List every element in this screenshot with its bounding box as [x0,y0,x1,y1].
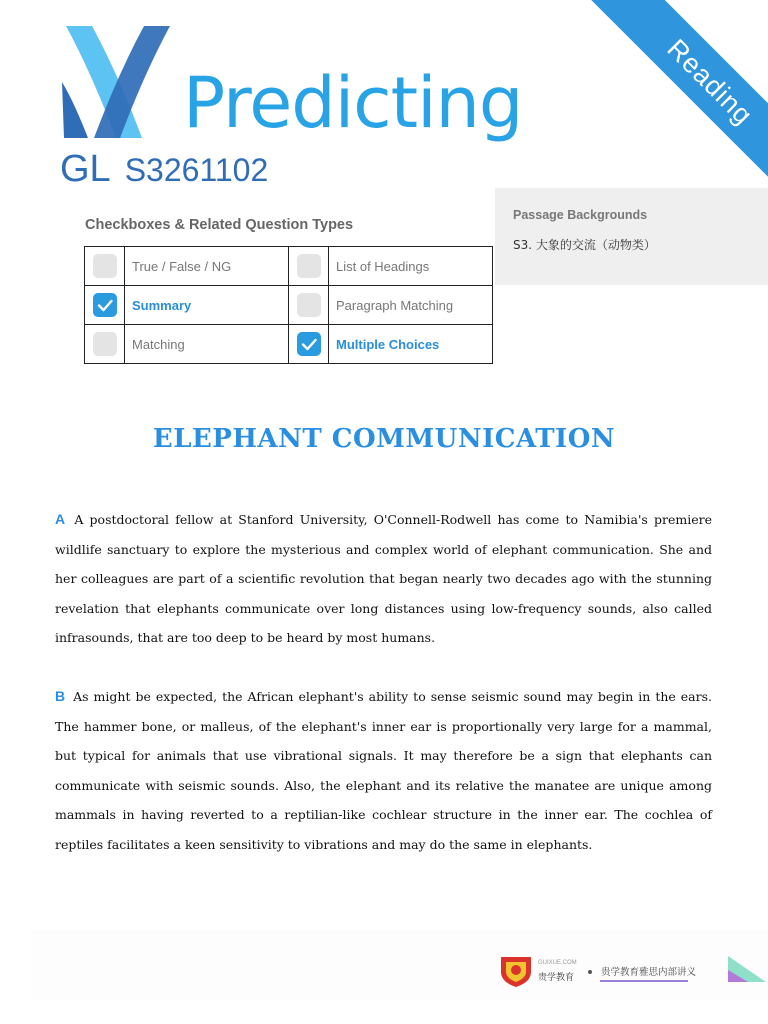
question-type-table [84,246,493,364]
corner-triangle-icon [726,954,768,984]
question-type-label: List of Headings [329,247,493,286]
paragraph-text: A postdoctoral fellow at Stanford University, O'Connell-Rodwell has come to Namibia's premiere wildlife sanctuary to explore the mysterious and complex world of elephant communication. She and her colleagues are part of a scientific revolution that began nearly two decades ago with the stunning revelation that elephants communicate over long distances using low-frequency sounds, also called infrasounds, that are too deep to be heard by most humans. [55,512,712,645]
checkbox-icon [297,254,321,278]
footer-note: 贵学教育雅思内部讲义 [601,967,697,978]
footer-underline [600,980,688,982]
checkbox-icon [297,293,321,317]
paragraph-b [55,682,712,859]
footer-separator-dot [588,970,592,974]
code-prefix: GL [60,148,111,190]
code-number: S3261102 [124,152,269,188]
ribbon-label: Reading [661,32,759,131]
guixue-logo-icon [498,954,534,988]
question-type-label: Summary [125,286,289,325]
corner-ribbon [568,0,768,200]
checkbox-icon [93,332,117,356]
footer-brand-en: GUIXUE.COM [538,960,577,966]
checkbox-section-title: Checkboxes & Related Question Types [85,217,354,233]
course-code [60,148,268,191]
question-type-label: Multiple Choices [329,325,493,364]
checked-checkbox-icon [93,293,117,317]
paragraph-text: As might be expected, the African elephant's ability to sense seismic sound may begin in the ears. The hammer bone, or malleus, of the elephant's inner ear is proportionally very large for a mammal, but typical for animals that use vibrational signals. It may therefore be a sign that elephants can communicate with seismic sounds. Also, the elephant and its relative the manatee are unique among mammals in having reverted to a reptilian-like cochlear structure in the inner ear. The cochlea of reptiles facilitates a keen sensitivity to vibrations and may do the same in elephants. [55,689,712,852]
checked-checkbox-icon [297,332,321,356]
passage-background-text: S3. 大象的交流（动物类） [513,238,656,252]
page-footer [30,930,768,1000]
passage-background-panel [495,188,768,285]
question-type-label: Matching [125,325,289,364]
checkbox-icon [93,254,117,278]
paragraph-a [55,505,712,653]
paragraph-letter: B [55,688,66,704]
question-type-label: Paragraph Matching [329,286,493,325]
paragraph-letter: A [55,511,66,527]
x-logo-icon [58,22,178,142]
brand-name: Predicting [183,62,523,144]
passage-background-title: Passage Backgrounds [513,208,648,222]
question-type-label: True / False / NG [125,247,289,286]
footer-brand-cn: 贵学教育 [538,973,575,983]
article-title: ELEPHANT COMMUNICATION [152,424,616,454]
